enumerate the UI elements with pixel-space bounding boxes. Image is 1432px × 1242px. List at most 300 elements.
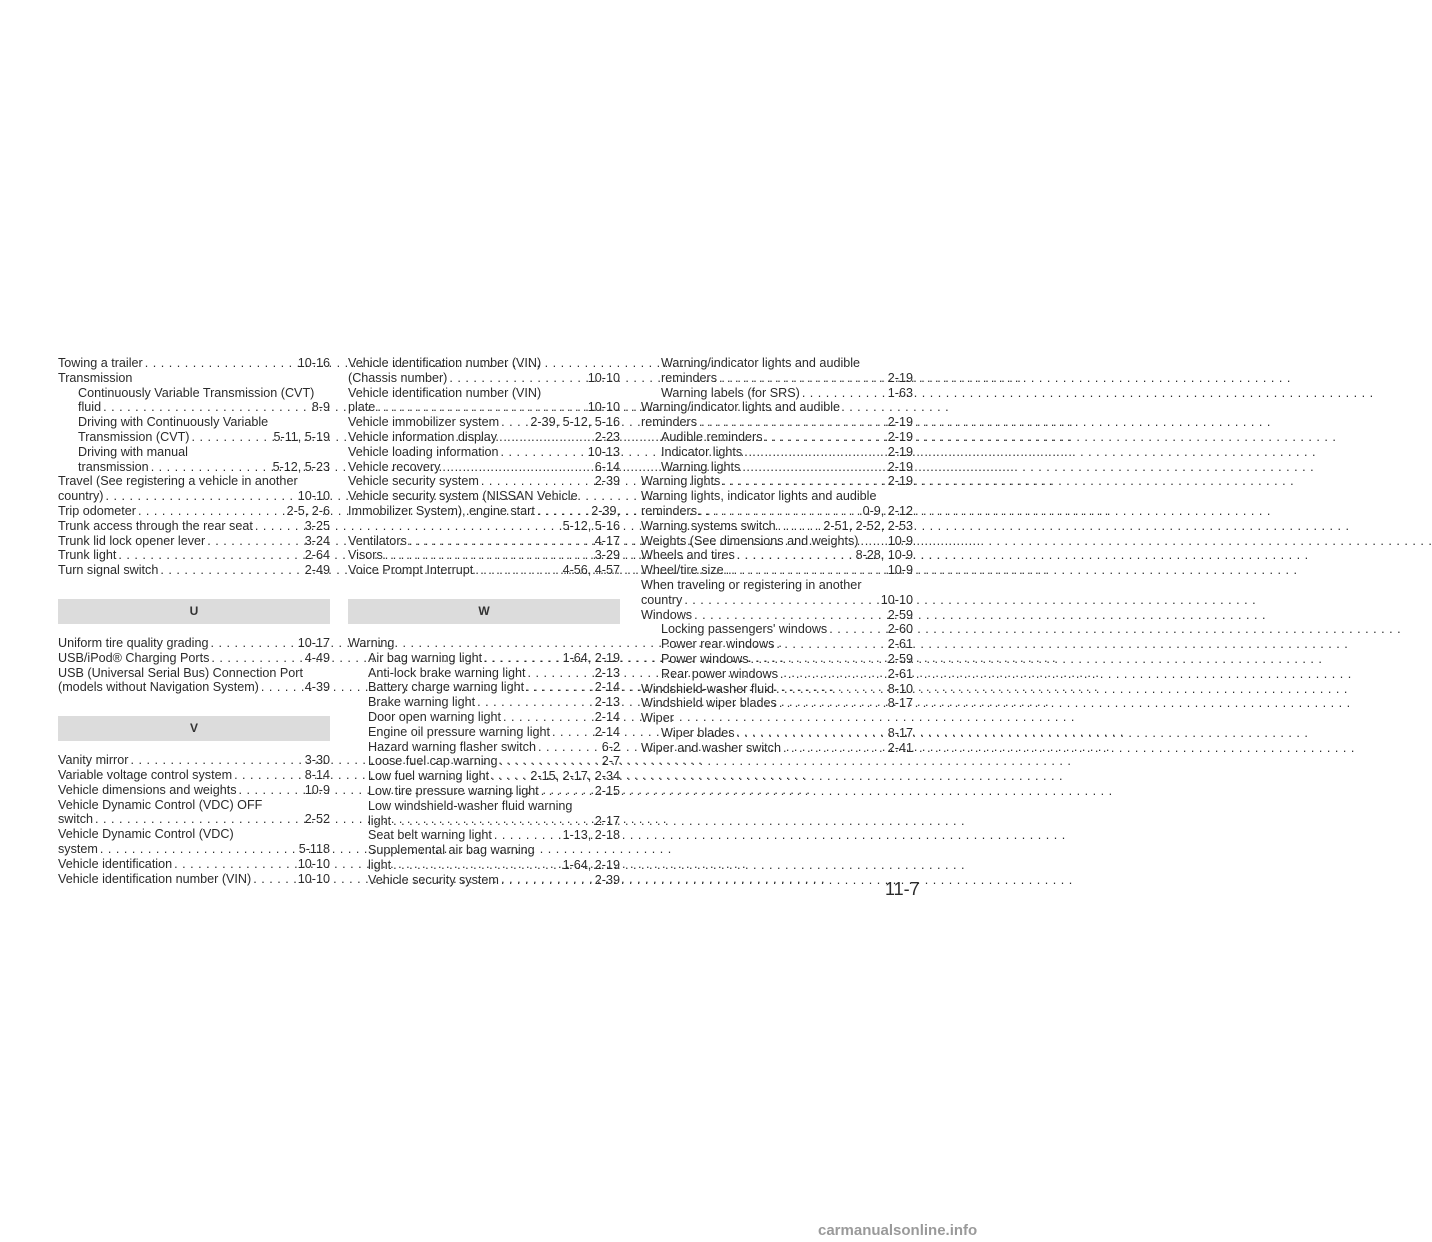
index-column-2 — [348, 356, 620, 888]
dot-leader — [93, 812, 305, 827]
dot-leader — [482, 651, 562, 666]
index-heading — [348, 386, 620, 401]
index-entry-label: Windshield-washer fluid — [641, 681, 774, 696]
index-entry — [348, 371, 620, 386]
index-entry-label: reminders — [641, 415, 697, 430]
index-entry — [58, 636, 330, 651]
index-entry-page: 2-13 — [594, 695, 620, 710]
index-entry-label: Turn signal switch — [58, 563, 159, 578]
index-entry-page: 8-28, 10-9 — [855, 548, 913, 563]
index-entry-page: 2-60 — [887, 622, 913, 637]
dot-leader — [209, 636, 298, 651]
index-entry-label: system — [58, 841, 98, 856]
index-entry-page: 0-9, 2-12 — [862, 503, 913, 518]
section-header: W — [348, 599, 620, 624]
index-entry — [58, 430, 330, 445]
index-entry-page: 5-12, 5-23 — [272, 459, 330, 474]
index-entry-page: 5-118 — [298, 841, 330, 856]
index-entry — [58, 519, 330, 534]
index-entry — [348, 695, 620, 710]
index-entry-page: 1-63 — [887, 385, 913, 400]
index-entry — [641, 608, 913, 623]
dot-leader — [251, 872, 298, 887]
index-entry-label: Hazard warning flasher switch — [368, 739, 536, 754]
dot-leader — [232, 768, 305, 783]
index-entry — [58, 534, 330, 549]
index-entry — [348, 680, 620, 695]
index-entry-page: 10-9 — [304, 782, 330, 797]
index-entry-label: Vehicle security system (NISSAN Vehicle — [348, 489, 578, 504]
index-entry — [348, 769, 620, 784]
index-entry-label: USB/iPod® Charging Ports — [58, 650, 210, 665]
index-entry-page: 8-9 — [311, 400, 330, 415]
index-entry-label: Ventilators — [348, 533, 407, 548]
index-heading — [348, 843, 620, 858]
index-entry-page: 2-15, 2-17, 2-34 — [530, 769, 620, 784]
index-entry-label: Wiper blades — [661, 725, 735, 740]
index-entry — [348, 534, 620, 549]
dot-leader — [501, 710, 595, 725]
index-heading — [58, 415, 330, 430]
index-entry-label: light — [368, 857, 392, 872]
section-gap — [58, 624, 330, 636]
index-entry-page: 2-19 — [887, 415, 913, 430]
index-entry — [348, 504, 620, 519]
index-entry-page: 1-64, 2-19 — [562, 857, 620, 872]
index-entry-label: Vehicle loading information — [348, 444, 499, 459]
index-entry-label: Driving with manual — [78, 444, 188, 459]
dot-leader — [136, 504, 287, 519]
index-entry — [641, 415, 913, 430]
index-entry — [641, 548, 913, 563]
index-entry — [348, 460, 620, 475]
index-entry-label: Warning lights — [641, 474, 721, 489]
index-entry — [641, 622, 913, 637]
index-entry-page: 10-10 — [297, 489, 330, 504]
index-entry — [58, 812, 330, 827]
index-heading — [348, 636, 620, 651]
dot-leader — [489, 769, 530, 784]
index-entry — [58, 504, 330, 519]
index-entry — [348, 710, 620, 725]
index-heading — [641, 578, 913, 593]
dot-leader — [158, 563, 304, 578]
index-column-1 — [58, 356, 330, 886]
index-entry-page: 2-52 — [304, 812, 330, 827]
dot-leader — [492, 828, 563, 843]
index-entry — [58, 651, 330, 666]
index-entry-page: 4-56, 4-57 — [562, 563, 620, 578]
index-entry-label: switch — [58, 812, 93, 827]
index-entry — [348, 415, 620, 430]
dot-leader — [128, 753, 304, 768]
index-entry — [641, 696, 913, 711]
index-entry-page: 10-16 — [297, 356, 330, 370]
index-entry-label: Vehicle Dynamic Control (VDC) — [58, 827, 234, 842]
index-entry-page: 10-9 — [887, 533, 913, 548]
dot-leader — [717, 371, 888, 386]
index-entry-label: Warning/indicator lights and audible — [661, 356, 861, 370]
index-entry — [58, 356, 330, 371]
index-entry-page: 2-14 — [594, 709, 620, 724]
index-entry-label: (Chassis number) — [348, 370, 448, 385]
index-entry-page: 2-17 — [594, 813, 620, 828]
index-entry — [641, 386, 913, 401]
index-entry — [348, 548, 620, 563]
index-entry-page: 2-59 — [887, 651, 913, 666]
dot-leader — [447, 371, 587, 386]
dot-leader — [383, 548, 595, 563]
dot-leader — [749, 652, 888, 667]
index-entry-label: reminders — [641, 503, 697, 518]
index-entry-page: 2-14 — [594, 724, 620, 739]
index-entry — [641, 474, 913, 489]
dot-leader — [479, 474, 595, 489]
section-gap — [348, 578, 620, 599]
dot-leader — [724, 563, 888, 578]
index-entry-label: Variable voltage control system — [58, 767, 233, 782]
index-entry-label: Travel (See registering a vehicle in another — [58, 474, 298, 489]
index-entry — [641, 445, 913, 460]
index-entry-label: USB (Universal Serial Bus) Connection Port — [58, 665, 303, 680]
index-entry-page: 1-13, 2-18 — [562, 828, 620, 843]
index-entry — [348, 445, 620, 460]
dot-leader — [740, 460, 887, 475]
index-entry-label: Low windshield-washer fluid warning — [368, 798, 573, 813]
index-entry-label: Vanity mirror — [58, 753, 129, 768]
index-entry-page: 2-39 — [594, 872, 620, 887]
section-header: U — [58, 599, 330, 624]
index-entry — [641, 682, 913, 697]
index-entry-label: country — [641, 592, 683, 607]
index-entry — [641, 667, 913, 682]
index-heading — [348, 799, 620, 814]
index-entry-page: 1-64, 2-19 — [562, 650, 620, 665]
index-entry-label: Driving with Continuously Variable — [78, 415, 269, 430]
page-number: 11-7 — [885, 879, 920, 899]
index-entry — [58, 489, 330, 504]
index-entry-label: Warning labels (for SRS) — [661, 385, 800, 400]
index-entry — [348, 784, 620, 799]
index-entry-page: 10-10 — [587, 370, 620, 385]
index-entry-label: Vehicle Dynamic Control (VDC) OFF — [58, 797, 263, 812]
dot-leader — [742, 445, 888, 460]
dot-leader — [720, 474, 887, 489]
section-gap — [58, 741, 330, 753]
index-entry-page: 2-19 — [887, 370, 913, 385]
index-entry — [58, 680, 330, 695]
index-entry — [348, 666, 620, 681]
index-entry-label: Locking passengers' windows — [661, 622, 828, 637]
index-entry — [58, 768, 330, 783]
index-entry-page: 4-17 — [594, 533, 620, 548]
index-entry — [348, 474, 620, 489]
index-entry-label: Windshield wiper blades — [641, 696, 777, 711]
index-entry-page: 10-10 — [297, 856, 330, 871]
dot-leader — [697, 415, 888, 430]
dot-leader — [205, 534, 305, 549]
dot-leader — [391, 858, 562, 873]
index-entry — [641, 593, 913, 608]
index-entry — [348, 651, 620, 666]
index-entry — [348, 754, 620, 769]
index-entry-label: Wiper and washer switch — [641, 740, 781, 755]
index-entry-label: Vehicle information display — [348, 429, 498, 444]
dot-leader — [143, 356, 298, 371]
index-entry-page: 2-7 — [601, 754, 620, 769]
index-entry — [58, 753, 330, 768]
index-entry — [641, 519, 913, 534]
index-heading — [348, 356, 620, 371]
index-entry-page: 10-13 — [587, 444, 620, 459]
index-entry — [58, 563, 330, 578]
dot-leader — [475, 695, 595, 710]
index-heading — [58, 445, 330, 460]
index-entry-label: Voice Prompt Interrupt — [348, 563, 474, 578]
index-entry-page: 4-49 — [304, 650, 330, 665]
index-entry-page: 10-9 — [887, 563, 913, 578]
index-entry-label: transmission — [78, 459, 149, 474]
index-entry — [641, 534, 913, 549]
dot-leader — [776, 519, 824, 534]
index-entry-page: 6-14 — [594, 459, 620, 474]
index-entry-page: 2-49 — [304, 563, 330, 578]
index-entry-page: 10-17 — [297, 635, 330, 650]
index-entry-label: Power windows — [661, 651, 749, 666]
index-entry-label: light — [368, 813, 392, 828]
index-entry — [58, 400, 330, 415]
index-entry — [348, 828, 620, 843]
index-entry-page: 2-5, 2-6 — [286, 503, 330, 518]
dot-leader — [375, 400, 587, 415]
index-entry-label: (models without Navigation System) — [58, 680, 259, 695]
dot-leader — [524, 680, 595, 695]
index-entry-page: 6-2 — [601, 739, 620, 754]
index-entry — [641, 637, 913, 652]
dot-leader — [253, 519, 305, 534]
index-entry-page: 10-10 — [880, 592, 913, 607]
index-entry — [58, 783, 330, 798]
index-entry-label: Continuously Variable Transmission (CVT) — [78, 385, 315, 400]
index-entry-label: Windows — [641, 607, 693, 622]
index-heading — [641, 489, 913, 504]
dot-leader — [774, 637, 887, 652]
section-gap — [348, 624, 620, 636]
index-entry-label: country) — [58, 489, 104, 504]
index-heading — [58, 798, 330, 813]
index-entry — [348, 814, 620, 829]
dot-leader — [440, 460, 594, 475]
index-entry — [348, 563, 620, 578]
index-entry-label: Seat belt warning light — [368, 828, 492, 843]
index-entry-label: When traveling or registering in another — [641, 577, 862, 592]
index-entry — [58, 857, 330, 872]
index-entry-page: 3-25 — [304, 518, 330, 533]
index-entry-page: 3-29 — [594, 548, 620, 563]
dot-leader — [259, 680, 305, 695]
index-entry-label: Transmission — [58, 370, 133, 385]
index-entry-label: Audible reminders — [661, 429, 763, 444]
dot-leader — [526, 666, 595, 681]
index-entry-label: Transmission (CVT) — [78, 429, 190, 444]
index-entry-label: Low tire pressure warning light — [368, 783, 539, 798]
index-entry-label: Warning lights, indicator lights and audible — [641, 489, 877, 504]
index-heading — [58, 386, 330, 401]
dot-leader — [98, 842, 299, 857]
index-entry — [348, 740, 620, 755]
index-entry-label: Vehicle identification number (VIN) — [348, 356, 542, 370]
dot-leader — [774, 682, 888, 697]
dot-leader — [498, 754, 602, 769]
index-entry-label: Vehicle identification number (VIN) — [58, 871, 252, 886]
index-entry-label: plate — [348, 400, 376, 415]
dot-leader — [209, 651, 304, 666]
dot-leader — [778, 667, 888, 682]
index-entry — [58, 842, 330, 857]
index-entry — [58, 872, 330, 887]
index-entry-page: 8-14 — [304, 767, 330, 782]
dot-leader — [499, 873, 595, 888]
dot-leader — [391, 814, 595, 829]
index-entry-page: 2-51, 2-52, 2-53 — [823, 518, 913, 533]
index-entry-label: Wheels and tires — [641, 548, 735, 563]
index-entry-label: Towing a trailer — [58, 356, 143, 370]
index-entry — [58, 460, 330, 475]
index-entry-label: Weights (See dimensions and weights) — [641, 533, 859, 548]
dot-leader — [682, 593, 880, 608]
dot-leader — [116, 548, 304, 563]
dot-leader — [237, 783, 305, 798]
index-heading — [58, 827, 330, 842]
index-entry-label: reminders — [661, 370, 717, 385]
index-entry — [348, 725, 620, 740]
dot-leader — [101, 400, 312, 415]
dot-leader — [763, 430, 888, 445]
index-entry-label: Wheel/tire size — [641, 563, 724, 578]
index-entry-label: Indicator lights — [661, 444, 743, 459]
index-entry-label: Vehicle security system — [368, 872, 499, 887]
index-entry-page: 2-19 — [887, 429, 913, 444]
index-entry — [641, 504, 913, 519]
index-entry-label: Rear power windows — [661, 666, 778, 681]
index-column-3 — [641, 356, 913, 756]
index-entry-page: 2-41 — [887, 740, 913, 755]
index-entry-label: Uniform tire quality grading — [58, 635, 209, 650]
index-entry-label: Vehicle recovery — [348, 459, 441, 474]
dot-leader — [172, 857, 298, 872]
index-entry-label: Trunk lid lock opener lever — [58, 533, 206, 548]
index-entry-label: Supplemental air bag warning — [368, 843, 535, 858]
index-entry-page: 10-10 — [587, 400, 620, 415]
index-entry — [641, 430, 913, 445]
index-entry — [641, 652, 913, 667]
index-entry — [58, 548, 330, 563]
dot-leader — [499, 415, 530, 430]
index-entry-page: 2-19 — [887, 474, 913, 489]
dot-leader — [473, 563, 562, 578]
index-entry — [348, 400, 620, 415]
index-entry — [641, 726, 913, 741]
index-entry-page: 2-39 — [594, 474, 620, 489]
index-entry-label: Vehicle immobilizer system — [348, 415, 500, 430]
index-entry-page: 2-64 — [304, 548, 330, 563]
section-header: V — [58, 716, 330, 741]
dot-leader — [800, 386, 888, 401]
dot-leader — [104, 489, 298, 504]
dot-leader — [858, 534, 887, 549]
index-heading — [58, 666, 330, 681]
index-entry-page: 8-17 — [887, 696, 913, 711]
index-entry-label: Warning/indicator lights and audible — [641, 400, 841, 415]
index-entry-page: 2-19 — [887, 459, 913, 474]
dot-leader — [735, 726, 888, 741]
index-entry — [641, 460, 913, 475]
index-heading — [58, 474, 330, 489]
index-entry-label: Vehicle identification — [58, 856, 173, 871]
index-entry-label: Warning — [348, 635, 395, 650]
index-entry — [641, 371, 913, 386]
index-heading — [641, 400, 913, 415]
index-entry-label: fluid — [78, 400, 102, 415]
index-entry-page: 3-24 — [304, 533, 330, 548]
dot-leader — [550, 725, 595, 740]
index-entry — [641, 563, 913, 578]
index-entry-page: 8-17 — [887, 725, 913, 740]
dot-leader — [536, 740, 602, 755]
index-entry-page: 8-10 — [887, 681, 913, 696]
index-entry-label: Vehicle dimensions and weights — [58, 782, 237, 797]
index-entry-label: Low fuel warning light — [368, 769, 490, 784]
index-entry-label: Vehicle identification number (VIN) — [348, 385, 542, 400]
index-entry-label: Loose fuel cap warning — [368, 754, 498, 769]
index-page-continuation: 5-12, 5-16 — [562, 518, 620, 533]
index-entry-label: Trunk light — [58, 548, 117, 563]
index-entry-label: Visors — [348, 548, 383, 563]
index-entry-page: 2-13 — [594, 665, 620, 680]
index-entry-page: 5-11, 5-19 — [273, 429, 330, 444]
index-entry-label: Wiper — [641, 711, 674, 726]
index-entry-page: 2-19 — [887, 444, 913, 459]
section-gap — [58, 695, 330, 716]
index-entry — [348, 873, 620, 888]
index-entry-page: 2-23 — [594, 429, 620, 444]
dot-leader — [781, 741, 888, 756]
index-entry-label: Trunk access through the rear seat — [58, 518, 253, 533]
index-entry-page: 4-39 — [304, 680, 330, 695]
index-entry-label: Warning systems switch — [641, 518, 776, 533]
index-entry-page: 2-61 — [887, 637, 913, 652]
index-entry — [348, 430, 620, 445]
index-entry-page: 2-39, — [591, 503, 620, 518]
index-entry-page: 2-14 — [594, 680, 620, 695]
dot-leader — [539, 784, 595, 799]
index-heading — [641, 356, 913, 371]
dot-leader — [777, 696, 888, 711]
index-entry-page: 10-10 — [297, 871, 330, 886]
index-entry-page: 2-39, 5-12, 5-16 — [530, 415, 620, 430]
index-entry-label: Anti-lock brake warning light — [368, 665, 526, 680]
index-entry — [348, 858, 620, 873]
dot-leader — [735, 548, 856, 563]
index-entry-label: Trip odometer — [58, 503, 136, 518]
index-entry-label: Power rear windows — [661, 637, 775, 652]
section-gap — [58, 578, 330, 599]
dot-leader — [190, 430, 274, 445]
dot-leader — [827, 622, 888, 637]
index-entry-page: 3-30 — [304, 753, 330, 768]
index-entry-label: Vehicle security system — [348, 474, 479, 489]
index-entry-page: 2-61 — [887, 666, 913, 681]
